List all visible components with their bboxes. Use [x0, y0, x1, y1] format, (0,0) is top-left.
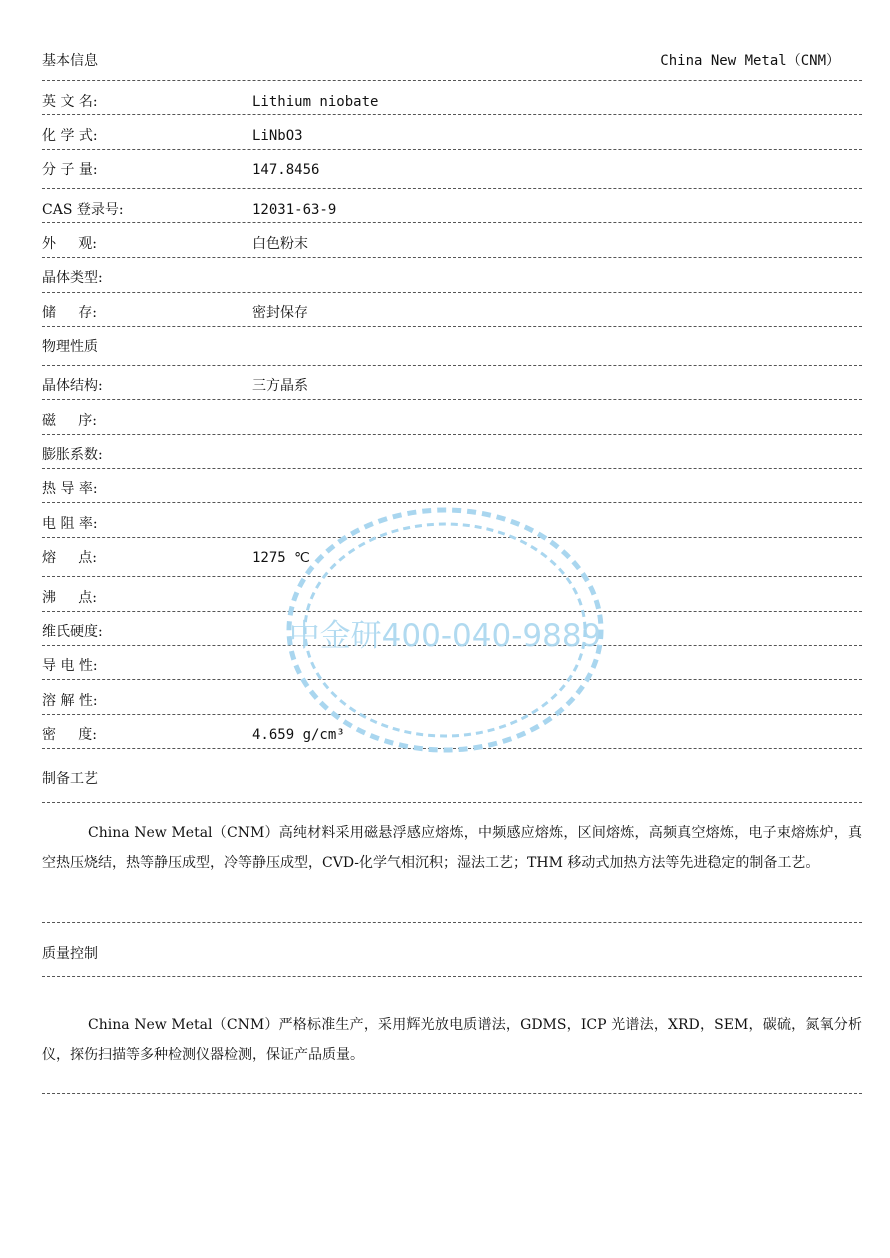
field-row-molecular-weight [42, 159, 862, 181]
section-title-preparation: 制备工艺 [42, 771, 98, 787]
field-label: 热 导 率: [42, 481, 98, 497]
divider [42, 399, 862, 400]
divider [42, 292, 862, 293]
divider [42, 976, 862, 977]
field-value: 三方晶系 [252, 378, 308, 394]
divider [42, 576, 862, 577]
field-label: CAS 登录号: [42, 202, 124, 218]
field-row-density [42, 724, 862, 746]
divider [42, 434, 862, 435]
field-label: 导 电 性: [42, 658, 98, 674]
field-label: 溶 解 性: [42, 693, 98, 709]
field-row-solubility [42, 690, 862, 712]
section-title-physical: 物理性质 [42, 339, 98, 355]
divider [42, 1093, 862, 1094]
field-label: 英 文 名: [42, 94, 98, 110]
field-label: 分 子 量: [42, 162, 98, 178]
divider [42, 80, 862, 81]
preparation-paragraph: China New Metal（CNM）高纯材料采用磁悬浮感应熔炼，中频感应熔炼，区间熔炼，高频真空熔炼，电子束熔炼炉，真空热压烧结，热等静压成型，冷等静压成型，CVD-化学气相沉积；湿法工艺；THM 移动式加热方法等先进稳定的制备工艺。 [42, 825, 862, 871]
field-row-cas [42, 199, 862, 221]
divider [42, 922, 862, 923]
divider [42, 326, 862, 327]
field-row-crystal-structure [42, 375, 862, 397]
field-label: 晶体类型: [42, 270, 103, 286]
field-label: 储 存: [42, 305, 97, 321]
field-label: 密 度: [42, 727, 97, 743]
divider [42, 222, 862, 223]
divider [42, 502, 862, 503]
field-value: LiNbO3 [252, 128, 303, 144]
field-value: Lithium niobate [252, 94, 379, 110]
divider [42, 679, 862, 680]
divider [42, 114, 862, 115]
divider [42, 748, 862, 749]
divider [42, 468, 862, 469]
field-row-appearance [42, 233, 862, 255]
divider [42, 714, 862, 715]
field-label: 电 阻 率: [42, 516, 98, 532]
field-value: 12031-63-9 [252, 202, 337, 218]
divider [42, 802, 862, 803]
section-title-quality: 质量控制 [42, 946, 98, 962]
field-row-boiling-point [42, 587, 862, 609]
field-row-english-name [42, 91, 862, 113]
divider [42, 149, 862, 150]
quality-paragraph: China New Metal（CNM）严格标准生产，采用辉光放电质谱法，GDMS，ICP 光谱法，XRD，SEM，碳硫，氮氧分析仪，探伤扫描等多种检测仪器检测，保证产品质量。 [42, 1017, 862, 1063]
field-label: 膨胀系数: [42, 447, 103, 463]
field-row-storage [42, 302, 862, 324]
field-row-formula [42, 125, 862, 147]
field-row-resistivity [42, 513, 862, 535]
field-value: 1275 ℃ [252, 550, 310, 566]
field-value: 147.8456 [252, 162, 320, 178]
field-label: 化 学 式: [42, 128, 98, 144]
field-label: 沸 点: [42, 590, 97, 606]
brand-name: China New Metal（CNM） [660, 53, 840, 69]
field-label: 磁 序: [42, 413, 97, 429]
field-label: 熔 点: [42, 550, 97, 566]
divider [42, 257, 862, 258]
field-row-thermal-conductivity [42, 478, 862, 500]
field-label: 维氏硬度: [42, 624, 103, 640]
divider [42, 365, 862, 366]
watermark-text: 中金研400-040-9889 [288, 618, 602, 654]
divider [42, 537, 862, 538]
field-row-melting-point [42, 547, 862, 569]
field-value: 白色粉末 [252, 236, 308, 252]
section-title-basic-info: 基本信息 [42, 53, 98, 69]
divider [42, 188, 862, 189]
field-label: 晶体结构: [42, 378, 103, 394]
field-label: 外 观: [42, 236, 97, 252]
field-row-magnetic-order [42, 410, 862, 432]
field-row-expansion [42, 444, 862, 466]
field-value: 4.659 g/cm³ [252, 727, 345, 743]
field-row-crystal-type [42, 267, 862, 289]
field-value: 密封保存 [252, 305, 308, 321]
field-row-conductivity [42, 655, 862, 677]
